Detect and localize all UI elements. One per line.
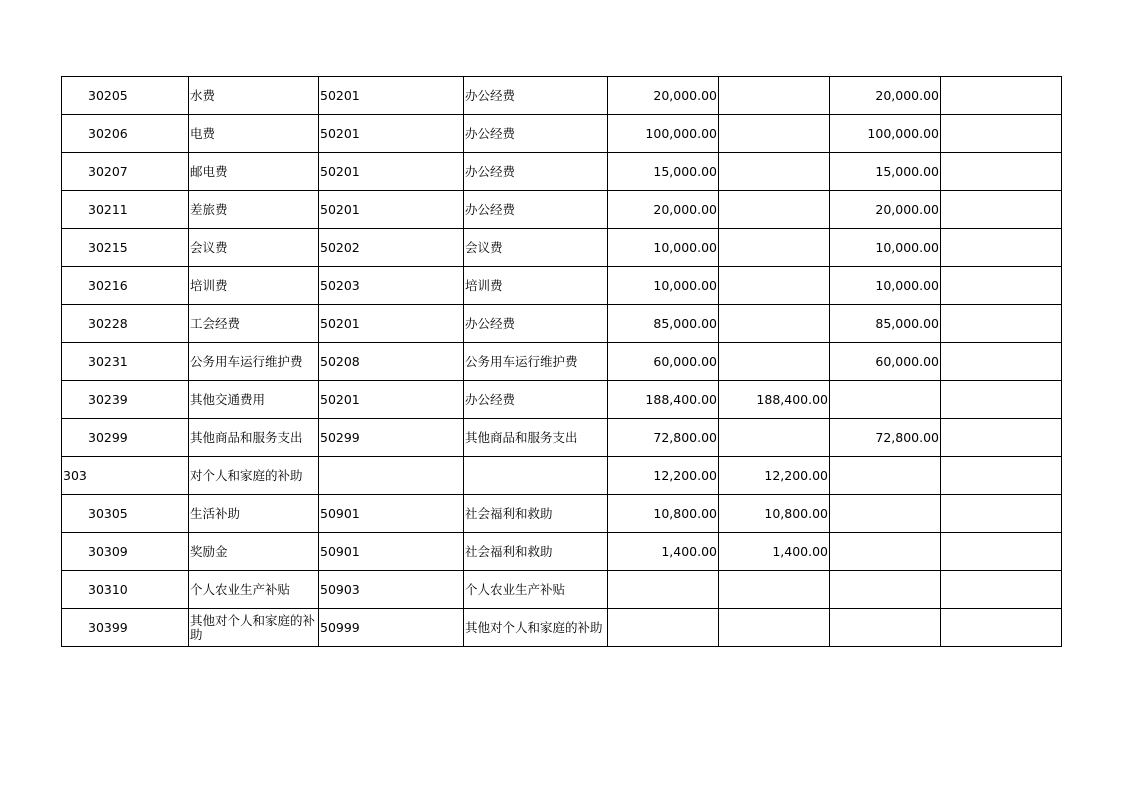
other-cell [941,115,1062,153]
econ-code-cell: 30215 [62,229,189,267]
project-cell: 72,800.00 [830,419,941,457]
table-body [62,77,1062,647]
econ-code-cell: 30299 [62,419,189,457]
gov-code-cell: 50201 [319,381,464,419]
gov-name-cell: 其他对个人和家庭的补助 [464,609,608,647]
econ-name-cell: 差旅费 [189,191,319,229]
gov-name-cell [464,457,608,495]
total-cell: 10,000.00 [608,229,719,267]
project-cell: 15,000.00 [830,153,941,191]
econ-name-cell: 奖励金 [189,533,319,571]
gov-code-cell: 50903 [319,571,464,609]
gov-name-cell: 社会福利和救助 [464,533,608,571]
econ-code-cell: 30207 [62,153,189,191]
table-row [62,267,1062,305]
budget-table [61,76,1062,647]
project-cell: 20,000.00 [830,77,941,115]
basic-cell: 12,200.00 [719,457,830,495]
project-cell [830,609,941,647]
econ-code-cell: 30228 [62,305,189,343]
econ-name-cell: 对个人和家庭的补助 [189,457,319,495]
basic-cell [719,191,830,229]
econ-name-cell: 公务用车运行维护费 [189,343,319,381]
total-cell: 188,400.00 [608,381,719,419]
econ-name-cell: 培训费 [189,267,319,305]
total-cell: 100,000.00 [608,115,719,153]
econ-code-cell: 30206 [62,115,189,153]
project-cell: 10,000.00 [830,267,941,305]
basic-cell [719,77,830,115]
gov-code-cell: 50299 [319,419,464,457]
other-cell [941,191,1062,229]
econ-code-cell: 30216 [62,267,189,305]
econ-name-cell: 其他对个人和家庭的补助 [189,609,319,647]
other-cell [941,609,1062,647]
total-cell: 85,000.00 [608,305,719,343]
table-row [62,533,1062,571]
gov-name-cell: 办公经费 [464,153,608,191]
econ-name-cell: 电费 [189,115,319,153]
total-cell: 20,000.00 [608,191,719,229]
other-cell [941,77,1062,115]
basic-cell: 188,400.00 [719,381,830,419]
project-cell: 60,000.00 [830,343,941,381]
project-cell [830,381,941,419]
table-row [62,229,1062,267]
gov-name-cell: 公务用车运行维护费 [464,343,608,381]
gov-name-cell: 办公经费 [464,115,608,153]
total-cell: 1,400.00 [608,533,719,571]
project-cell: 10,000.00 [830,229,941,267]
other-cell [941,571,1062,609]
econ-code-cell: 30211 [62,191,189,229]
gov-code-cell [319,457,464,495]
other-cell [941,267,1062,305]
table-row [62,191,1062,229]
basic-cell: 10,800.00 [719,495,830,533]
other-cell [941,495,1062,533]
gov-code-cell: 50201 [319,153,464,191]
gov-name-cell: 个人农业生产补贴 [464,571,608,609]
other-cell [941,343,1062,381]
gov-code-cell: 50201 [319,77,464,115]
econ-code-cell: 30309 [62,533,189,571]
project-cell [830,571,941,609]
other-cell [941,533,1062,571]
econ-code-cell: 303 [62,457,189,495]
project-cell: 85,000.00 [830,305,941,343]
econ-name-cell: 水费 [189,77,319,115]
project-cell [830,533,941,571]
gov-code-cell: 50208 [319,343,464,381]
table-row [62,153,1062,191]
total-cell: 10,000.00 [608,267,719,305]
total-cell: 20,000.00 [608,77,719,115]
gov-code-cell: 50201 [319,191,464,229]
total-cell: 12,200.00 [608,457,719,495]
econ-name-cell: 会议费 [189,229,319,267]
basic-cell [719,267,830,305]
basic-cell [719,229,830,267]
other-cell [941,305,1062,343]
econ-code-cell: 30305 [62,495,189,533]
basic-cell [719,153,830,191]
gov-code-cell: 50203 [319,267,464,305]
gov-code-cell: 50201 [319,115,464,153]
table-row [62,571,1062,609]
econ-name-cell: 邮电费 [189,153,319,191]
basic-cell [719,343,830,381]
gov-name-cell: 会议费 [464,229,608,267]
other-cell [941,381,1062,419]
table-row [62,305,1062,343]
total-cell: 60,000.00 [608,343,719,381]
basic-cell [719,305,830,343]
other-cell [941,457,1062,495]
gov-name-cell: 其他商品和服务支出 [464,419,608,457]
table-row [62,381,1062,419]
project-cell [830,457,941,495]
project-cell: 100,000.00 [830,115,941,153]
table-row [62,419,1062,457]
table-row [62,495,1062,533]
project-cell: 20,000.00 [830,191,941,229]
other-cell [941,229,1062,267]
basic-cell [719,609,830,647]
gov-name-cell: 办公经费 [464,381,608,419]
basic-cell [719,115,830,153]
gov-name-cell: 培训费 [464,267,608,305]
table-row [62,609,1062,647]
econ-code-cell: 30231 [62,343,189,381]
gov-code-cell: 50901 [319,533,464,571]
total-cell: 72,800.00 [608,419,719,457]
gov-code-cell: 50201 [319,305,464,343]
econ-name-cell: 工会经费 [189,305,319,343]
econ-name-cell: 其他交通费用 [189,381,319,419]
other-cell [941,419,1062,457]
econ-code-cell: 30239 [62,381,189,419]
gov-code-cell: 50202 [319,229,464,267]
gov-code-cell: 50999 [319,609,464,647]
gov-name-cell: 办公经费 [464,191,608,229]
basic-cell [719,571,830,609]
gov-name-cell: 办公经费 [464,305,608,343]
econ-code-cell: 30399 [62,609,189,647]
econ-name-cell: 生活补助 [189,495,319,533]
econ-code-cell: 30205 [62,77,189,115]
table-row [62,115,1062,153]
gov-name-cell: 办公经费 [464,77,608,115]
project-cell [830,495,941,533]
econ-code-cell: 30310 [62,571,189,609]
table-row [62,457,1062,495]
total-cell [608,571,719,609]
other-cell [941,153,1062,191]
table-row [62,77,1062,115]
econ-name-cell: 个人农业生产补贴 [189,571,319,609]
gov-code-cell: 50901 [319,495,464,533]
total-cell [608,609,719,647]
basic-cell [719,419,830,457]
basic-cell: 1,400.00 [719,533,830,571]
econ-name-cell: 其他商品和服务支出 [189,419,319,457]
gov-name-cell: 社会福利和救助 [464,495,608,533]
total-cell: 15,000.00 [608,153,719,191]
table-row [62,343,1062,381]
total-cell: 10,800.00 [608,495,719,533]
